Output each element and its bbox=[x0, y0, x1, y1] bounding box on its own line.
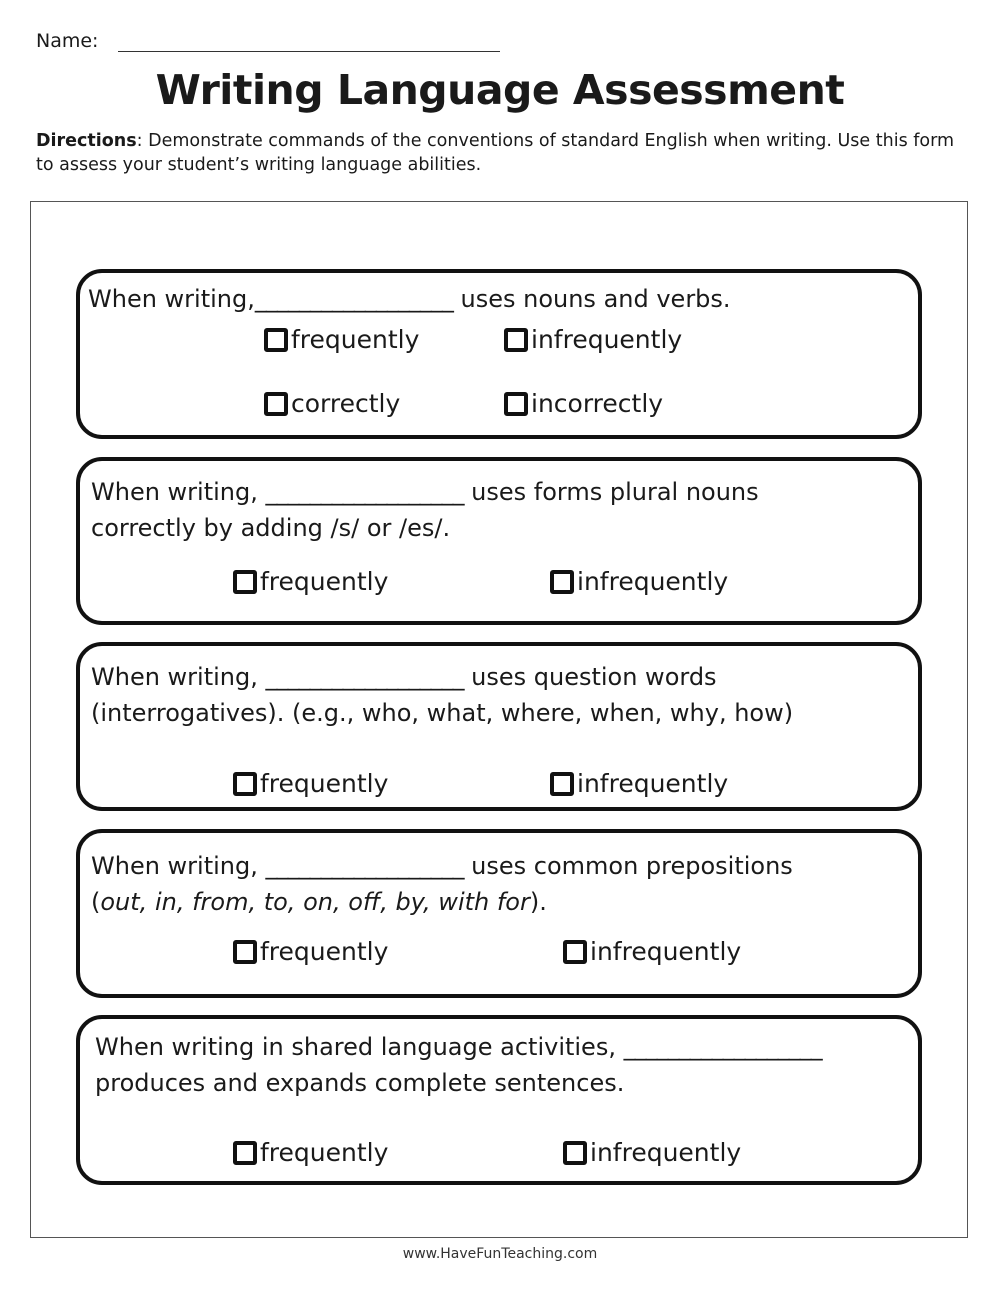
checkbox[interactable] bbox=[233, 940, 257, 964]
assessment-card-prepositions bbox=[76, 829, 922, 998]
footer-website: www.HaveFunTeaching.com bbox=[402, 1246, 598, 1262]
option-infrequently[interactable]: infrequently bbox=[563, 1138, 741, 1167]
option-frequently[interactable]: frequently bbox=[233, 769, 388, 798]
page-title: Writing Language Assessment bbox=[155, 66, 845, 114]
option-frequently[interactable]: frequently bbox=[233, 567, 388, 596]
checkbox[interactable] bbox=[550, 570, 574, 594]
option-frequently[interactable]: frequently bbox=[264, 325, 419, 354]
checkbox[interactable] bbox=[550, 772, 574, 796]
assessment-card-question-words bbox=[76, 642, 922, 811]
option-infrequently[interactable]: infrequently bbox=[550, 567, 728, 596]
assessment-card-nouns-verbs bbox=[76, 269, 922, 439]
checkbox[interactable] bbox=[563, 1141, 587, 1165]
item-prompt-line2: produces and expands complete sentences. bbox=[95, 1069, 625, 1097]
directions bbox=[36, 129, 956, 177]
student-name-blank[interactable]: __________________ bbox=[265, 663, 464, 691]
item-prompt-line2: correctly by adding /s/ or /es/. bbox=[91, 514, 451, 542]
option-correctly[interactable]: correctly bbox=[264, 389, 400, 418]
student-name-blank[interactable]: __________________ bbox=[265, 852, 464, 880]
name-field[interactable] bbox=[118, 33, 500, 52]
item-prompt: When writing,__________________ uses nouns and verbs. bbox=[88, 285, 731, 313]
name-row bbox=[36, 30, 500, 52]
option-frequently[interactable]: frequently bbox=[233, 937, 388, 966]
item-prompt-line2: (out, in, from, to, on, off, by, with for). bbox=[91, 888, 547, 916]
option-incorrectly[interactable]: incorrectly bbox=[504, 389, 663, 418]
checkbox[interactable] bbox=[264, 328, 288, 352]
option-frequently[interactable]: frequently bbox=[233, 1138, 388, 1167]
directions-text: : Demonstrate commands of the conventions of standard English when writing. Use this form to assess your student’s writing language abilities. bbox=[36, 131, 955, 175]
option-infrequently[interactable]: infrequently bbox=[504, 325, 682, 354]
name-label: Name: bbox=[36, 30, 99, 52]
checkbox[interactable] bbox=[504, 328, 528, 352]
checkbox[interactable] bbox=[233, 772, 257, 796]
item-prompt: When writing in shared language activities, __________________ bbox=[95, 1033, 822, 1061]
preposition-examples: out, in, from, to, on, off, by, with for bbox=[100, 888, 530, 916]
checkbox[interactable] bbox=[504, 392, 528, 416]
student-name-blank[interactable]: __________________ bbox=[254, 285, 453, 313]
checkbox[interactable] bbox=[233, 1141, 257, 1165]
assessment-card-complete-sentences bbox=[76, 1015, 922, 1185]
option-infrequently[interactable]: infrequently bbox=[550, 769, 728, 798]
student-name-blank[interactable]: __________________ bbox=[265, 478, 464, 506]
option-infrequently[interactable]: infrequently bbox=[563, 937, 741, 966]
checkbox[interactable] bbox=[264, 392, 288, 416]
item-prompt-line2: (interrogatives). (e.g., who, what, where, when, why, how) bbox=[91, 699, 794, 727]
assessment-card-plural-nouns bbox=[76, 457, 922, 625]
checkbox[interactable] bbox=[233, 570, 257, 594]
directions-label: Directions bbox=[36, 131, 137, 151]
item-prompt: When writing, __________________ uses question words bbox=[91, 663, 717, 691]
item-prompt: When writing, __________________ uses forms plural nouns bbox=[91, 478, 759, 506]
checkbox[interactable] bbox=[563, 940, 587, 964]
item-prompt: When writing, __________________ uses common prepositions bbox=[91, 852, 793, 880]
student-name-blank[interactable]: __________________ bbox=[623, 1033, 822, 1061]
